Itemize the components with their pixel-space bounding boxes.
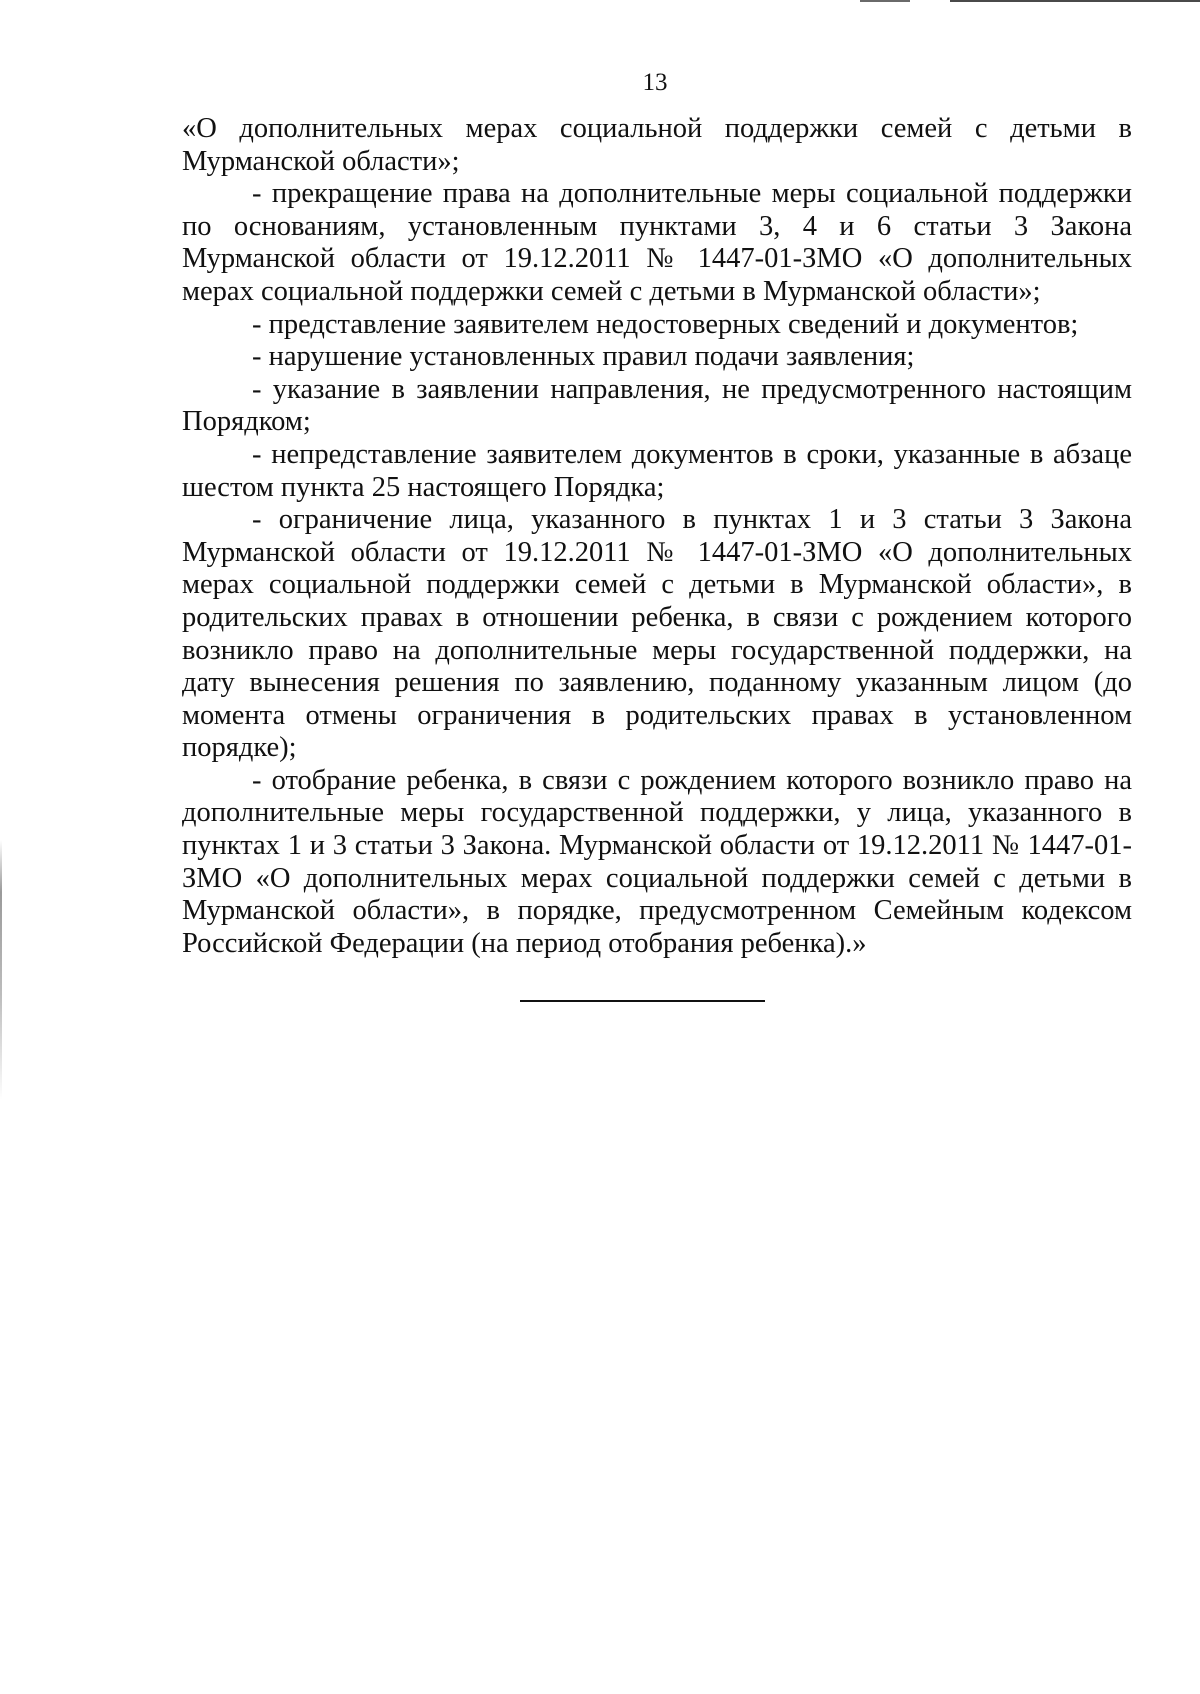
paragraph-unforeseen-direction: - указание в заявлении направления, не предусмотренного настоящим Порядком; [182,373,1132,438]
paragraph-documents-not-submitted: - непредставление заявителем документов в сроки, указанные в абзаце шестом пункта 25 настоящего Порядка; [182,438,1132,503]
scan-artifact-edge [0,840,2,1100]
paragraph-parental-rights-restriction: - ограничение лица, указанного в пунктах 1 и 3 статьи 3 Закона Мурманской области от 19.12.2011 № 1447-01-ЗМО «О дополнительных мерах социальной поддержки семей с детьми в Мурманской области», в родительских правах в отношении ребенка, в связи с рождением которого возникло право на дополнительные меры государственной поддержки, на дату вынесения решения по заявлению, поданному указанным лицом (до момента отмены ограничения в родительских правах в установленном порядке); [182,504,1132,764]
scan-artifact-line [860,0,910,2]
paragraph-filing-rules-violation: - нарушение установленных правил подачи заявления; [252,341,915,373]
scan-artifact-line [950,0,1200,2]
paragraph-termination-of-right: - прекращение права на дополнительные меры социальной поддержки по основаниям, установленным пунктами 3, 4 и 6 статьи 3 Закона Мурманской области от 19.12.2011 № 1447-01-ЗМО «О дополнительных мерах социальной поддержки семей с детьми в Мурманской области»; [182,178,1132,307]
document-body [182,113,1132,960]
page-number: 13 [642,69,668,96]
paragraph-law-title-continuation: «О дополнительных мерах социальной поддержки семей с детьми в Мурманской области»; [182,113,1132,177]
paragraph-child-removal: - отобрание ребенка, в связи с рождением которого возникло право на дополнительные меры государственной поддержки, у лица, указанного в пунктах 1 и 3 статьи 3 Закона. Мурманской области от 19.12.2011 № 1447-01-ЗМО «О дополнительных мерах социальной поддержки семей с детьми в Мурманской области», в порядке, предусмотренном Семейным кодексом Российской Федерации (на период отобрания ребенка).» [182,764,1132,959]
end-of-text-rule [520,1000,765,1002]
paragraph-false-information: - представление заявителем недостоверных сведений и документов; [252,308,1079,340]
